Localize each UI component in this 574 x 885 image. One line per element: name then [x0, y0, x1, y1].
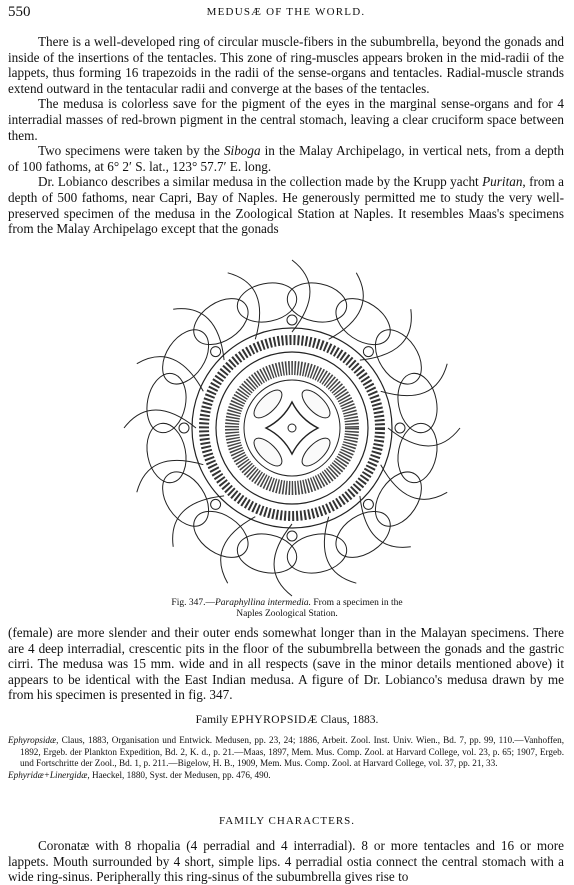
- tentacle: [381, 465, 448, 500]
- tentacle: [228, 273, 260, 340]
- paragraph-muscles: There is a well-developed ring of circular muscle-fibers in the subumbrella, beyond the gonads and inside of the insertions of the tentacles. This zone of ring-muscles appears broken in the mid-radii of the lappets, thus forming 16 trapezoids in the radii of the sense-organs and tentacles. Radial-muscle strands extend outward in the tentacular radii and converge at the bases of the tentacles.: [8, 34, 564, 96]
- sense-organ: [363, 499, 373, 509]
- sense-organ: [211, 499, 221, 509]
- sense-organ: [179, 423, 189, 433]
- family-heading: Family EPHYROPSIDÆ Claus, 1883.: [195, 714, 379, 726]
- tentacle: [137, 460, 204, 492]
- paragraph-family-characters: Coronatæ with 8 rhopalia (4 perradial and 4 interradial). 8 or more tentacles and 16 or more lappets. Mouth surrounded by 4 short, simple lips. 4 perradial ostia connect the central stomach with a wide ring-sinus. Peripherally this ring-sinus of the subumbrella gives rise to: [8, 838, 564, 885]
- synonymy-entry: Ephyridæ+Linergidæ, Haeckel, 1880, Syst. der Medusen, pp. 476, 490.: [8, 769, 271, 780]
- sense-organ: [211, 347, 221, 357]
- paragraph-puritan: Dr. Lobianco describes a similar medusa in the collection made by the Krupp yacht Puritan, from a depth of 500 fathoms, near Capri, Bay of Naples. He generously permitted me to study the very well-preserved specimen of the medusa in the Zoological Station at Naples. It resembles Maas's specimens from the Malay Archipelago except that the gonads: [8, 174, 564, 237]
- caption-line-2: Naples Zoological Station.: [236, 609, 338, 619]
- paragraph-siboga: Two specimens were taken by the Siboga in the Malay Archipelago, in vertical nets, from a depth of 100 fathoms, at 6° 2′ S. lat., 123° 57.7′ E. long.: [8, 143, 564, 174]
- body-text-after-figure: [8, 625, 564, 703]
- mouth-center: [288, 424, 296, 432]
- figure-caption: [0, 598, 574, 620]
- stomach-ring: [244, 380, 340, 476]
- paragraph-color: The medusa is colorless save for the pigment of the eyes in the marginal sense-organs and for 4 interradial masses of red-brown pigment in the central stomach, leaving a clear cruciform space between them.: [8, 96, 564, 143]
- sense-organ: [287, 531, 297, 541]
- sense-organ: [395, 423, 405, 433]
- running-title: MEDUSÆ OF THE WORLD.: [206, 6, 366, 18]
- outer-ring: [192, 328, 392, 528]
- section-heading: FAMILY CHARACTERS.: [218, 815, 356, 827]
- sense-organ: [363, 347, 373, 357]
- medusa-illustration: [110, 258, 474, 598]
- paragraph-continuation: (female) are more slender and their outer ends somewhat longer than in the Malayan specimens. There are 4 deep interradial, crescentic pits in the floor of the subumbrella between the gonads and the gastric cirri. The medusa was 15 mm. wide and in all respects (save in the minor details mentioned above) it appears to be identical with the East Indian medusa. A figure of Dr. Lobianco's medusa drawn by me from his specimen is presented in fig. 347.: [8, 625, 564, 703]
- tentacle: [324, 517, 356, 584]
- ship-name-puritan: Puritan: [482, 174, 523, 190]
- ship-name-siboga: Siboga: [223, 143, 261, 159]
- caption-line-1: Fig. 347.—Paraphyllina intermedia. From a specimen in the: [171, 598, 403, 608]
- body-text-top: [8, 34, 564, 237]
- sense-organ: [287, 315, 297, 325]
- tentacle: [381, 364, 448, 396]
- body-text-family-characters: [8, 838, 564, 885]
- synonymy-entry: Ephyropsidæ, Claus, 1883, Organisation und Entwick. Medusen, pp. 23, 24; 1886, Arbeit. Zool. Inst. Univ. Wien., Bd. 7, pp. 99, 110.—Vanhoffen, 1892, Ergeb. der Plankton Expedition, Bd. 2, K. d., p. 21.—Maas, 1897, Mem. Mus. Comp. Zool. at Harvard College, vol. 23, p. 65; 1907, Ergeb. und Fortschritte der Zool., Bd. 1, p. 211.—Bigelow, H. B., 1909, Mem. Mus. Comp. Zool. at Harvard College, vol. 37, pp. 21, 33.: [8, 735, 564, 768]
- synonymy-list: [8, 735, 564, 781]
- tentacle: [137, 357, 204, 392]
- family-name: EPHYROPSIDÆ: [231, 714, 318, 726]
- caption-species: Paraphyllina intermedia.: [214, 598, 312, 608]
- tentacle: [329, 273, 364, 340]
- page-header: [8, 4, 564, 22]
- tentacle: [221, 517, 256, 584]
- pigment-band: [232, 368, 352, 488]
- page-number: 550: [8, 4, 31, 20]
